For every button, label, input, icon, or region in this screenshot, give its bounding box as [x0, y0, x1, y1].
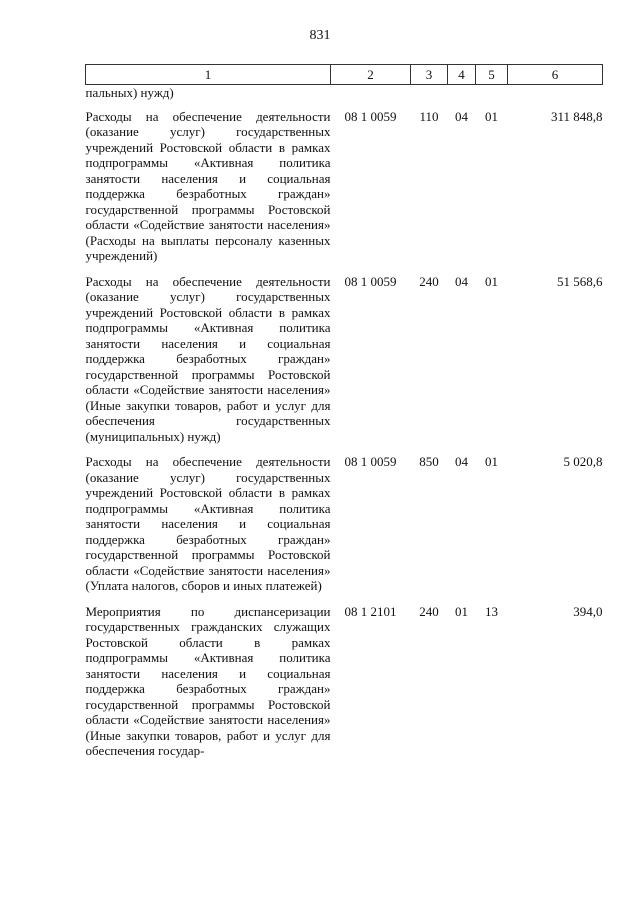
row-target-article: 08 1 0059 — [344, 108, 397, 124]
header-col-2: 2 — [331, 65, 411, 85]
header-col-5: 5 — [476, 65, 508, 85]
header-col-6: 6 — [508, 65, 603, 85]
row-expense-type: 240 — [419, 603, 439, 619]
table-header-row — [86, 65, 603, 85]
row-description: Расходы на обеспечение деятельности (оказание услуг) государственных учреждений Ростовской области в рамках подпрограммы «Активная политика занятости населения и социальная поддержка безработных граждан» государственной программы Ростовской области «Содействие занятости населения» (Иные закупки товаров, работ и услуг для обеспечения государственных (муниципальных) нужд) — [85, 273, 331, 444]
row-section: 04 — [455, 454, 468, 469]
row-amount: 311 848,8 — [550, 108, 603, 124]
row-target-article: 08 1 2101 — [344, 603, 397, 619]
row-description: Расходы на обеспечение деятельности (оказание услуг) государственных учреждений Ростовской области в рамках подпрограммы «Активная политика занятости населения и социальная поддержка безработных граждан» государственной программы Ростовской области «Содействие занятости населения» (Расходы на выплаты персоналу казенных учреждений) — [85, 108, 331, 263]
row-section: 04 — [455, 273, 468, 289]
page-number: 831 — [309, 28, 331, 43]
header-col-1: 1 — [86, 65, 331, 85]
row-subsection: 01 — [485, 454, 498, 469]
row-amount: 51 568,6 — [557, 273, 603, 289]
header-col-4: 4 — [448, 65, 476, 85]
row-expense-type: 110 — [419, 108, 439, 124]
budget-table — [85, 64, 603, 765]
row-expense-type: 850 — [419, 454, 439, 469]
table-row — [86, 450, 603, 600]
row-target-article: 08 1 0059 — [344, 454, 397, 469]
row-subsection: 13 — [485, 603, 498, 619]
table-row — [86, 600, 603, 765]
row-subsection: 01 — [485, 273, 498, 289]
row-amount: 5 020,8 — [563, 454, 603, 469]
continuation-text: пальных) нужд) — [85, 85, 174, 100]
row-subsection: 01 — [485, 108, 498, 124]
row-description: Расходы на обеспечение деятельности (оказание услуг) государственных учреждений Ростовской области в рамках подпрограммы «Активная политика занятости населения и социальная поддержка безработных граждан» государственной программы Ростовской области «Содействие занятости населения» (Уплата налогов, сборов и иных платежей) — [85, 454, 331, 593]
row-description: Мероприятия по диспансеризации государственных гражданских служащих Ростовской области в рамках подпрограммы «Активная политика занятости населения и социальная поддержка безработных граждан» государственной программы Ростовской области «Содействие занятости населения» (Иные закупки товаров, работ и услуг для обеспечения государ- — [85, 603, 331, 758]
table-row — [86, 105, 603, 270]
row-amount: 394,0 — [573, 603, 603, 619]
continuation-row — [86, 85, 603, 105]
row-section: 04 — [455, 108, 468, 124]
header-col-3: 3 — [411, 65, 448, 85]
row-target-article: 08 1 0059 — [344, 273, 397, 289]
table-row — [86, 270, 603, 451]
row-section: 01 — [455, 603, 468, 619]
row-expense-type: 240 — [419, 273, 439, 289]
